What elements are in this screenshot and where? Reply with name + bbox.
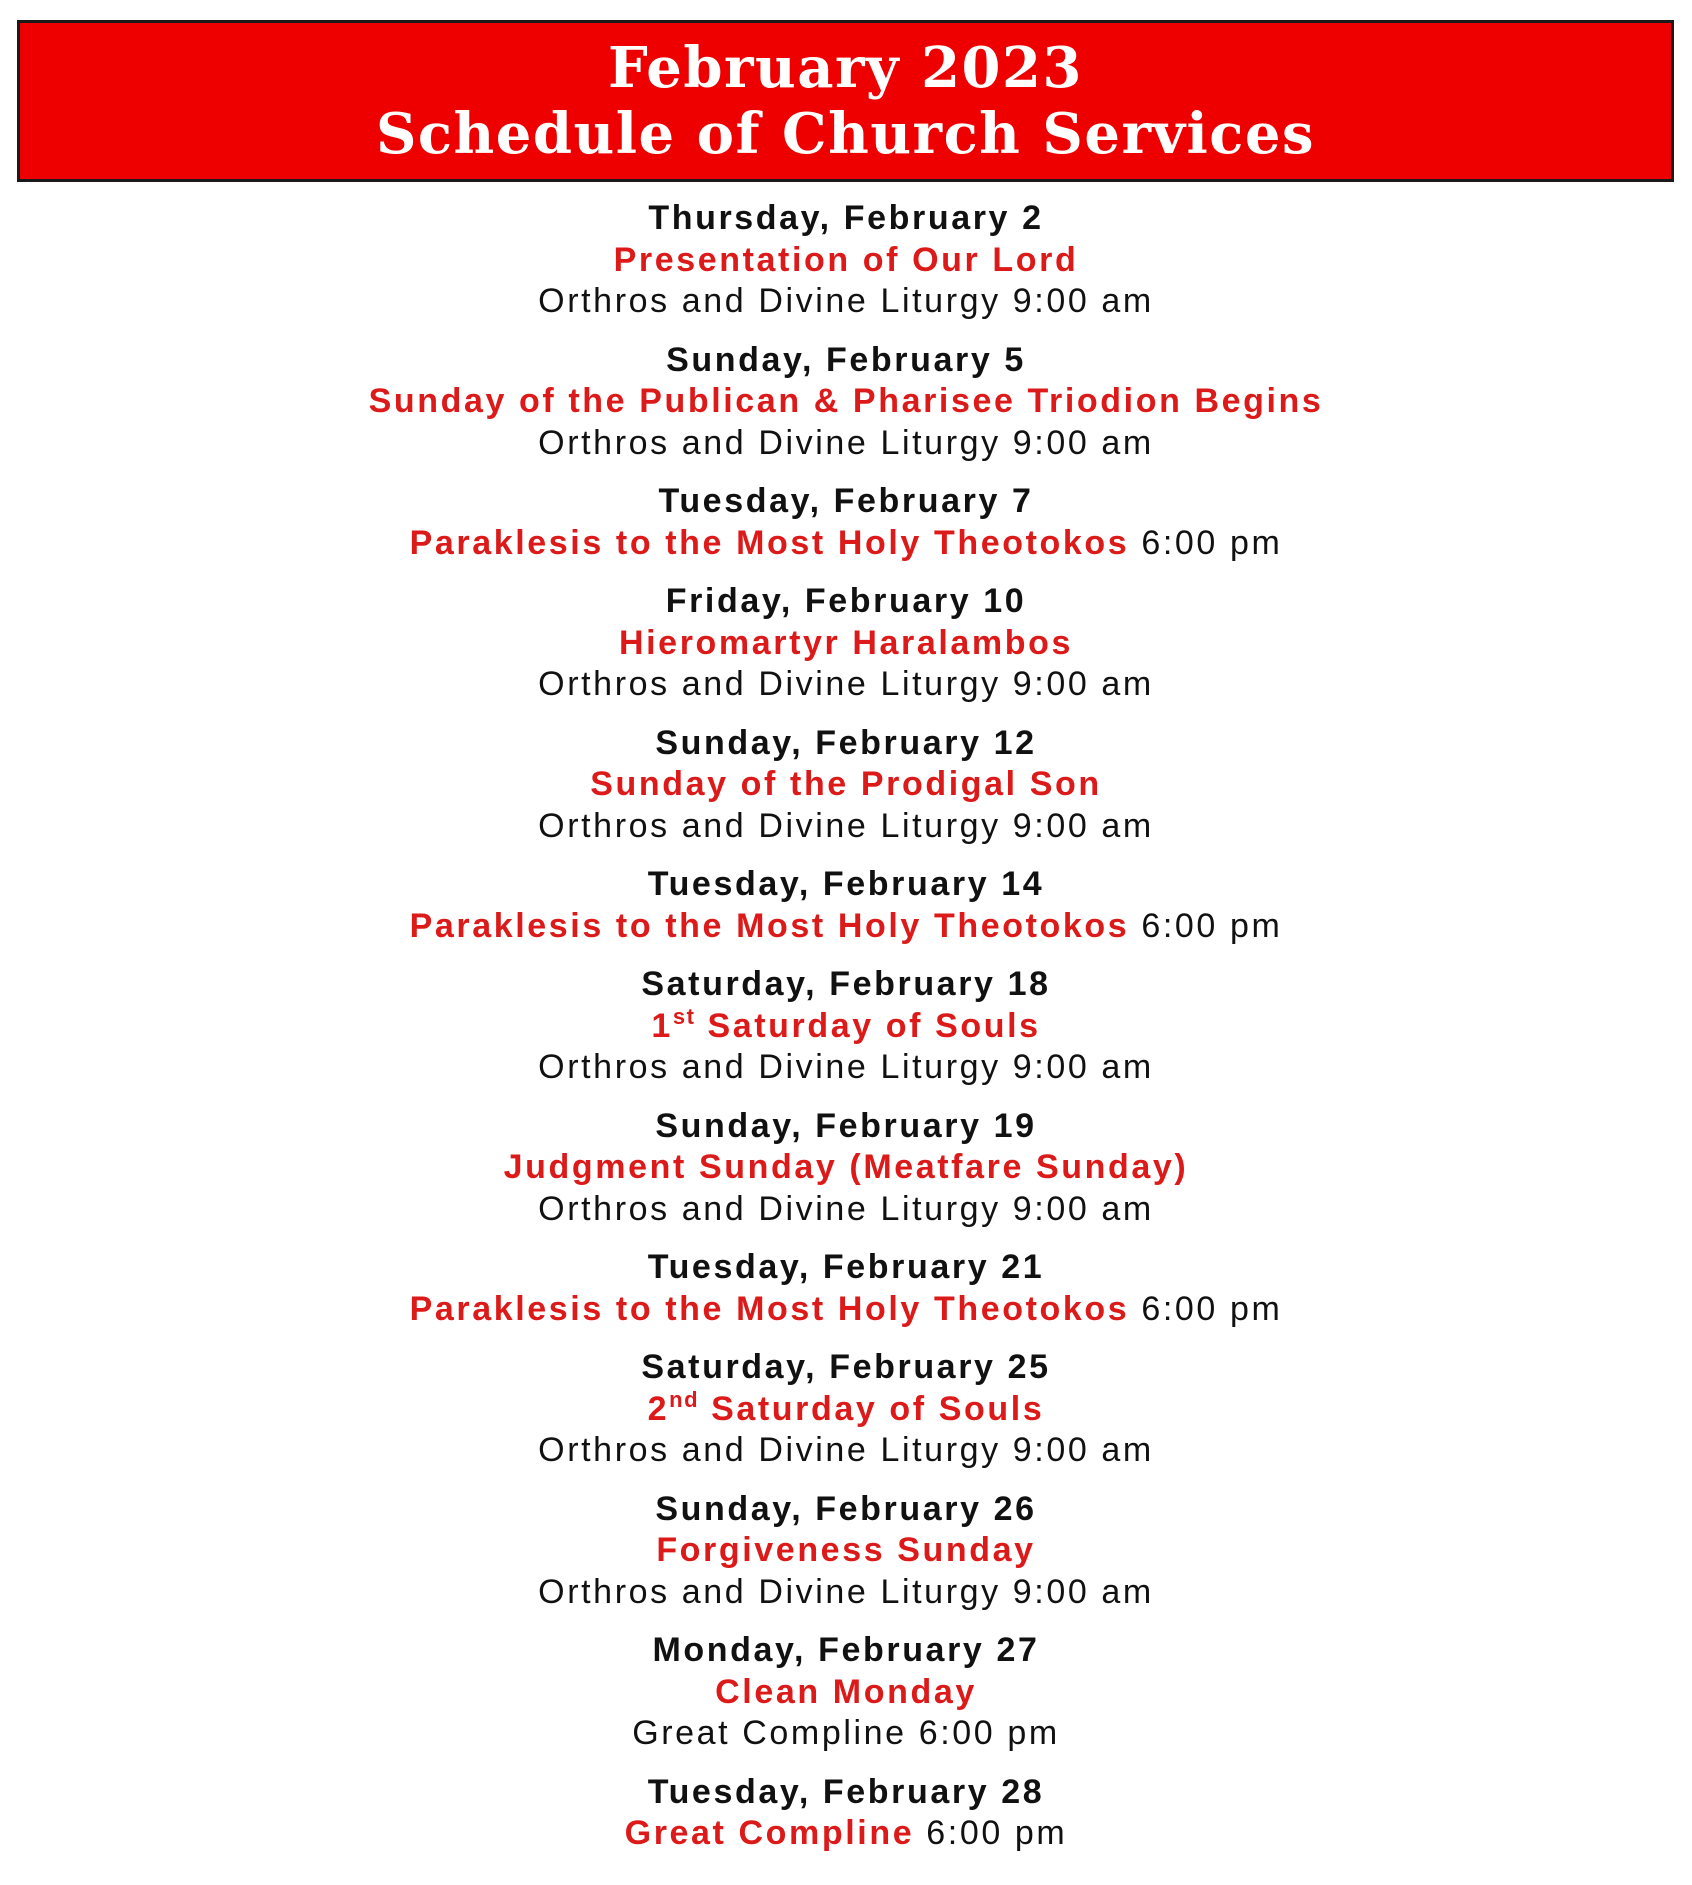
event-date: Tuesday, February 21 — [647, 1248, 1045, 1286]
event-item — [0, 581, 1692, 706]
event-date: Tuesday, February 7 — [658, 482, 1034, 520]
event-feast-line — [0, 906, 1692, 948]
event-service: Orthros and Divine Liturgy 9:00 am — [538, 806, 1154, 845]
event-service: Orthros and Divine Liturgy 9:00 am — [538, 282, 1154, 320]
header-month-title: February 2023 — [608, 35, 1083, 101]
event-feast: Judgment Sunday (Meatfare Sunday) — [503, 1148, 1189, 1186]
event-feast-line — [0, 1813, 1692, 1855]
event-feast: Paraklesis to the Most Holy Theotokos — [409, 523, 1130, 562]
event-feast: Great Compline — [624, 1814, 915, 1852]
event-service: Orthros and Divine Liturgy 9:00 am — [538, 665, 1154, 703]
event-date: Tuesday, February 28 — [647, 1772, 1045, 1811]
event-item — [0, 1247, 1692, 1330]
event-service: Orthros and Divine Liturgy 9:00 am — [538, 1048, 1154, 1086]
event-item — [0, 1772, 1692, 1855]
event-service: Great Compline 6:00 pm — [632, 1714, 1060, 1752]
event-feast-line — [0, 523, 1692, 565]
event-feast: Paraklesis to the Most Holy Theotokos — [409, 1289, 1130, 1328]
event-feast-line — [0, 1386, 1692, 1431]
event-ordinal-suffix: nd — [669, 1386, 700, 1412]
event-date: Saturday, February 25 — [641, 1348, 1051, 1386]
event-feast: Saturday of Souls — [711, 1389, 1045, 1428]
event-date: Sunday, February 12 — [655, 723, 1037, 762]
event-item — [0, 340, 1692, 465]
event-service: Orthros and Divine Liturgy 9:00 am — [538, 1572, 1154, 1611]
event-date: Sunday, February 19 — [655, 1106, 1037, 1145]
event-time: 6:00 pm — [1141, 1289, 1283, 1328]
event-feast: Hieromartyr Haralambos — [618, 623, 1074, 662]
event-item — [0, 481, 1692, 564]
event-time: 6:00 pm — [1141, 906, 1283, 945]
event-service: Orthros and Divine Liturgy 9:00 am — [538, 1431, 1154, 1469]
event-date: Sunday, February 26 — [655, 1489, 1037, 1528]
event-item — [0, 198, 1692, 323]
header-schedule-title: Schedule of Church Services — [375, 101, 1316, 167]
event-ordinal-number: 2 — [647, 1389, 670, 1428]
event-item — [0, 1630, 1692, 1755]
event-feast: Saturday of Souls — [707, 1006, 1041, 1045]
event-ordinal-suffix: st — [672, 1003, 696, 1029]
event-feast: Forgiveness Sunday — [656, 1531, 1036, 1569]
event-feast: Presentation of Our Lord — [613, 240, 1079, 279]
event-feast: Sunday of the Publican & Pharisee Triodion Begins — [368, 382, 1324, 420]
header-banner — [17, 20, 1674, 182]
event-feast-line — [0, 1289, 1692, 1331]
event-item — [0, 1347, 1692, 1472]
event-service: Orthros and Divine Liturgy 9:00 am — [538, 1189, 1154, 1228]
event-feast: Sunday of the Prodigal Son — [590, 765, 1102, 803]
event-ordinal-number: 1 — [651, 1006, 673, 1045]
event-date: Thursday, February 2 — [648, 199, 1044, 237]
event-item — [0, 1106, 1692, 1231]
event-item — [0, 964, 1692, 1089]
event-time: 6:00 pm — [926, 1814, 1068, 1852]
event-date: Friday, February 10 — [665, 582, 1027, 620]
event-item — [0, 864, 1692, 947]
event-item — [0, 1489, 1692, 1614]
event-feast-line — [0, 1003, 1692, 1048]
event-date: Sunday, February 5 — [666, 340, 1026, 379]
event-feast: Clean Monday — [715, 1672, 977, 1711]
event-service: Orthros and Divine Liturgy 9:00 am — [538, 423, 1154, 462]
event-item — [0, 723, 1692, 848]
schedule-list — [0, 198, 1692, 1872]
event-time: 6:00 pm — [1141, 523, 1283, 562]
event-date: Tuesday, February 14 — [647, 865, 1045, 903]
event-feast: Paraklesis to the Most Holy Theotokos — [409, 906, 1130, 945]
event-date: Monday, February 27 — [652, 1631, 1040, 1669]
event-date: Saturday, February 18 — [641, 965, 1051, 1003]
